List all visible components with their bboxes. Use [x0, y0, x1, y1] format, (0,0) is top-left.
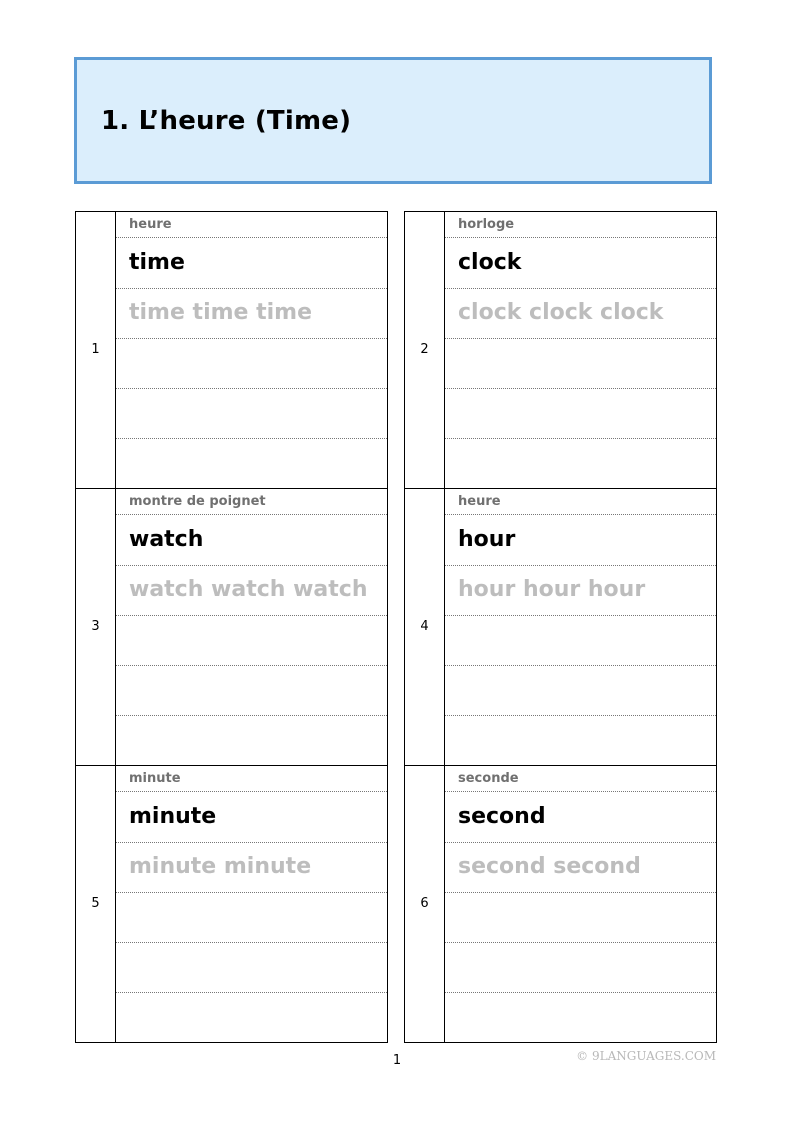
french-label-row	[445, 212, 716, 238]
trace-line	[116, 842, 387, 893]
english-word: hour	[458, 527, 516, 552]
practice-line	[445, 338, 716, 389]
french-label-row	[445, 766, 716, 792]
word-line	[445, 515, 716, 566]
card-number: 6	[420, 896, 429, 911]
french-label: seconde	[458, 771, 519, 786]
practice-line	[116, 338, 387, 389]
practice-line	[116, 665, 387, 716]
practice-line	[445, 615, 716, 666]
vocab-card-1	[75, 211, 388, 488]
french-label: montre de poignet	[129, 494, 266, 509]
practice-line	[116, 992, 387, 1042]
title-box	[74, 57, 712, 184]
practice-line	[116, 715, 387, 765]
trace-words: time time time	[129, 300, 313, 325]
trace-words: minute minute	[129, 854, 312, 879]
english-word: clock	[458, 250, 522, 275]
french-label-row	[116, 212, 387, 238]
card-number-column	[405, 212, 445, 488]
practice-line	[116, 892, 387, 943]
practice-line	[445, 715, 716, 765]
trace-words: hour hour hour	[458, 577, 646, 602]
vocab-card-2	[404, 211, 717, 488]
card-number-column	[76, 212, 116, 488]
practice-line	[116, 942, 387, 993]
card-number: 5	[91, 896, 100, 911]
vocab-card-5	[75, 765, 388, 1043]
trace-line	[445, 565, 716, 616]
french-label: horloge	[458, 217, 515, 232]
word-line	[116, 515, 387, 566]
word-line	[445, 792, 716, 843]
vocab-card-4	[404, 488, 717, 765]
trace-line	[445, 288, 716, 339]
card-number-column	[405, 766, 445, 1042]
french-label-row	[116, 766, 387, 792]
french-label: heure	[129, 217, 172, 232]
trace-line	[116, 565, 387, 616]
french-label: minute	[129, 771, 181, 786]
french-label-row	[116, 489, 387, 515]
copyright-notice: © 9LANGUAGES.COM	[576, 1049, 716, 1063]
card-number-column	[76, 489, 116, 765]
english-word: second	[458, 804, 546, 829]
practice-line	[445, 992, 716, 1042]
practice-line	[116, 615, 387, 666]
card-number-column	[405, 489, 445, 765]
card-number: 1	[91, 342, 100, 357]
practice-line	[445, 438, 716, 488]
trace-words: second second	[458, 854, 641, 879]
word-line	[116, 792, 387, 843]
trace-line	[445, 842, 716, 893]
practice-line	[445, 665, 716, 716]
card-number: 2	[420, 342, 429, 357]
practice-line	[445, 942, 716, 993]
trace-line	[116, 288, 387, 339]
vocab-card-6	[404, 765, 717, 1043]
english-word: watch	[129, 527, 204, 552]
card-number: 4	[420, 619, 429, 634]
practice-line	[116, 388, 387, 439]
trace-words: watch watch watch	[129, 577, 368, 602]
english-word: time	[129, 250, 185, 275]
word-line	[116, 238, 387, 289]
english-word: minute	[129, 804, 217, 829]
practice-line	[445, 388, 716, 439]
practice-line	[445, 892, 716, 943]
practice-line	[116, 438, 387, 488]
page-number: 1	[392, 1053, 402, 1068]
card-number: 3	[91, 619, 100, 634]
trace-words: clock clock clock	[458, 300, 664, 325]
french-label-row	[445, 489, 716, 515]
french-label: heure	[458, 494, 501, 509]
page-title: 1. L’heure (Time)	[101, 106, 352, 136]
word-line	[445, 238, 716, 289]
card-number-column	[76, 766, 116, 1042]
vocab-card-3	[75, 488, 388, 765]
